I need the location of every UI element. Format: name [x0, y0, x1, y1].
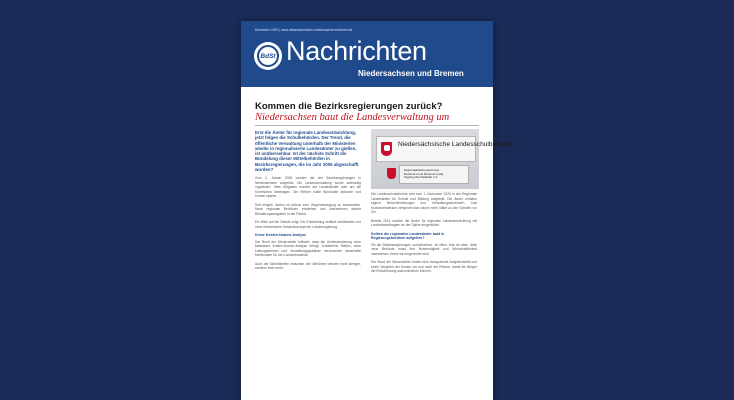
small-sign-line: Regionalabteilung Hannover	[404, 168, 440, 172]
article-subheadline: Niedersachsen baut die Landesverwaltung um	[255, 112, 450, 123]
small-sign-line: Zugang über Parkplatz 1-3	[404, 175, 438, 179]
body-paragraph: Ob die Bezirksregierungen zurückkehren, ist offen. Klar ist aber: Jede neue Behörde muss ihre Notwendigkeit und Wirtschaftlichkeit nachweisen, bevor sie eingerichtet wird.	[371, 242, 477, 256]
body-paragraph: Zum 1. Januar 2005 wurden die vier Bezirksregierungen in Niedersachsen aufgelöst. Die Landesverwaltung wurde zweistufig organisiert. Viele Aufgaben wurden auf Landesämter oder auf die Kommunen übertragen. Die Reform sollte Bürokratie abbauen und Kosten sparen.	[255, 176, 361, 199]
photo-sign-title: Niedersächsische Landesschulbehörde	[398, 141, 514, 148]
left-column	[255, 130, 361, 275]
masthead-date-url: Dezember 2020 | www.dbsanachrichten-niedersachsen-bremen.de	[255, 28, 353, 32]
small-sign-line: Dezernat 3 und Dezernat 4 (alt)	[404, 171, 444, 176]
bdst-logo-icon	[254, 42, 282, 70]
article-photo	[371, 129, 514, 189]
bdst-logo-text: BdSt	[257, 45, 279, 67]
lower-saxony-crest-icon	[381, 142, 392, 156]
photo-sign	[376, 136, 514, 162]
body-paragraph: Die Landesschulbehörde wird zum 1. Dezember 2020 in vier Regionale Landesämter für Schule und Bildung aufgeteilt. Die Ämter erhalten eigene Behördenleitungen und Verwaltungsstrukturen. Das Kultusministerium verspricht sich davon mehr Nähe zu den Schulen vor Ort.	[371, 192, 477, 214]
body-paragraph: Bereits 2014 wurden die Ämter für regionale Landesentwicklung mit Landesbeauftragten an der Spitze eingerichtet.	[371, 218, 477, 227]
section-heading: Sollten die regionalen Landesämter bald in Regierungsbezirken aufgehen?	[371, 231, 445, 241]
masthead-title: Nachrichten	[286, 36, 427, 66]
article-headline: Kommen die Bezirksregierungen zurück?	[255, 101, 443, 112]
headline-divider	[255, 125, 479, 126]
masthead-subtitle: Niedersachsen und Bremen	[358, 69, 464, 78]
body-paragraph: Der Bund der Steuerzahler fordert eine transparente Aufgabenkritik und einen Vergleich der Kosten vor und nach der Reform, damit die Bürger die Entscheidung nachvollziehen können.	[371, 260, 477, 274]
small-crest-icon	[387, 168, 396, 179]
body-paragraph: Auch die Schnittstellen zwischen den Behörden werden nicht weniger, sondern eher mehr.	[255, 261, 361, 271]
masthead	[241, 21, 493, 87]
photo-small-sign	[399, 165, 469, 184]
body-paragraph: Seit einigen Jahren ist jedoch eine Gegenbewegung zu beobachten. Neue regionale Behörden entstehen und übernehmen wieder Bündelungsaufgaben in der Fläche.	[255, 202, 361, 216]
body-paragraph: Der Bund der Steuerzahler kritisiert, dass die Umstrukturierung ohne belastbare Kosten-Nutzen-Analyse erfolgt. Zusätzliche Stellen, neue Leitungsebenen und Verwaltungsgebäude verursachen dauerhafte Mehrkosten für den Landeshaushalt.	[255, 239, 361, 258]
section-heading: Keine Kosten-Nutzen-Analyse	[255, 233, 307, 238]
article-lead: Erst die Ämter für regionale Landesentwicklung, jetzt folgen die Schulbehörden. Der Trend, die öffentliche Verwaltung unterhalb der Ministerien wieder in regionalisierte Landesämter zu gießen, ist unübersehbar. Ist der nächste Schritt die Bündelung dieser Mittelbehörden in Bezirksregierungen, die im Jahr 2005 abgeschafft wurden?	[255, 130, 359, 173]
horse-emblem-icon	[384, 145, 390, 151]
right-column	[371, 192, 477, 278]
body-paragraph: Ein Blick auf die Details zeigt: Die Entwicklung verläuft schrittweise und ohne erkennbares Gesamtkonzept der Landesregierung.	[255, 220, 361, 229]
newsletter-page	[241, 21, 514, 400]
